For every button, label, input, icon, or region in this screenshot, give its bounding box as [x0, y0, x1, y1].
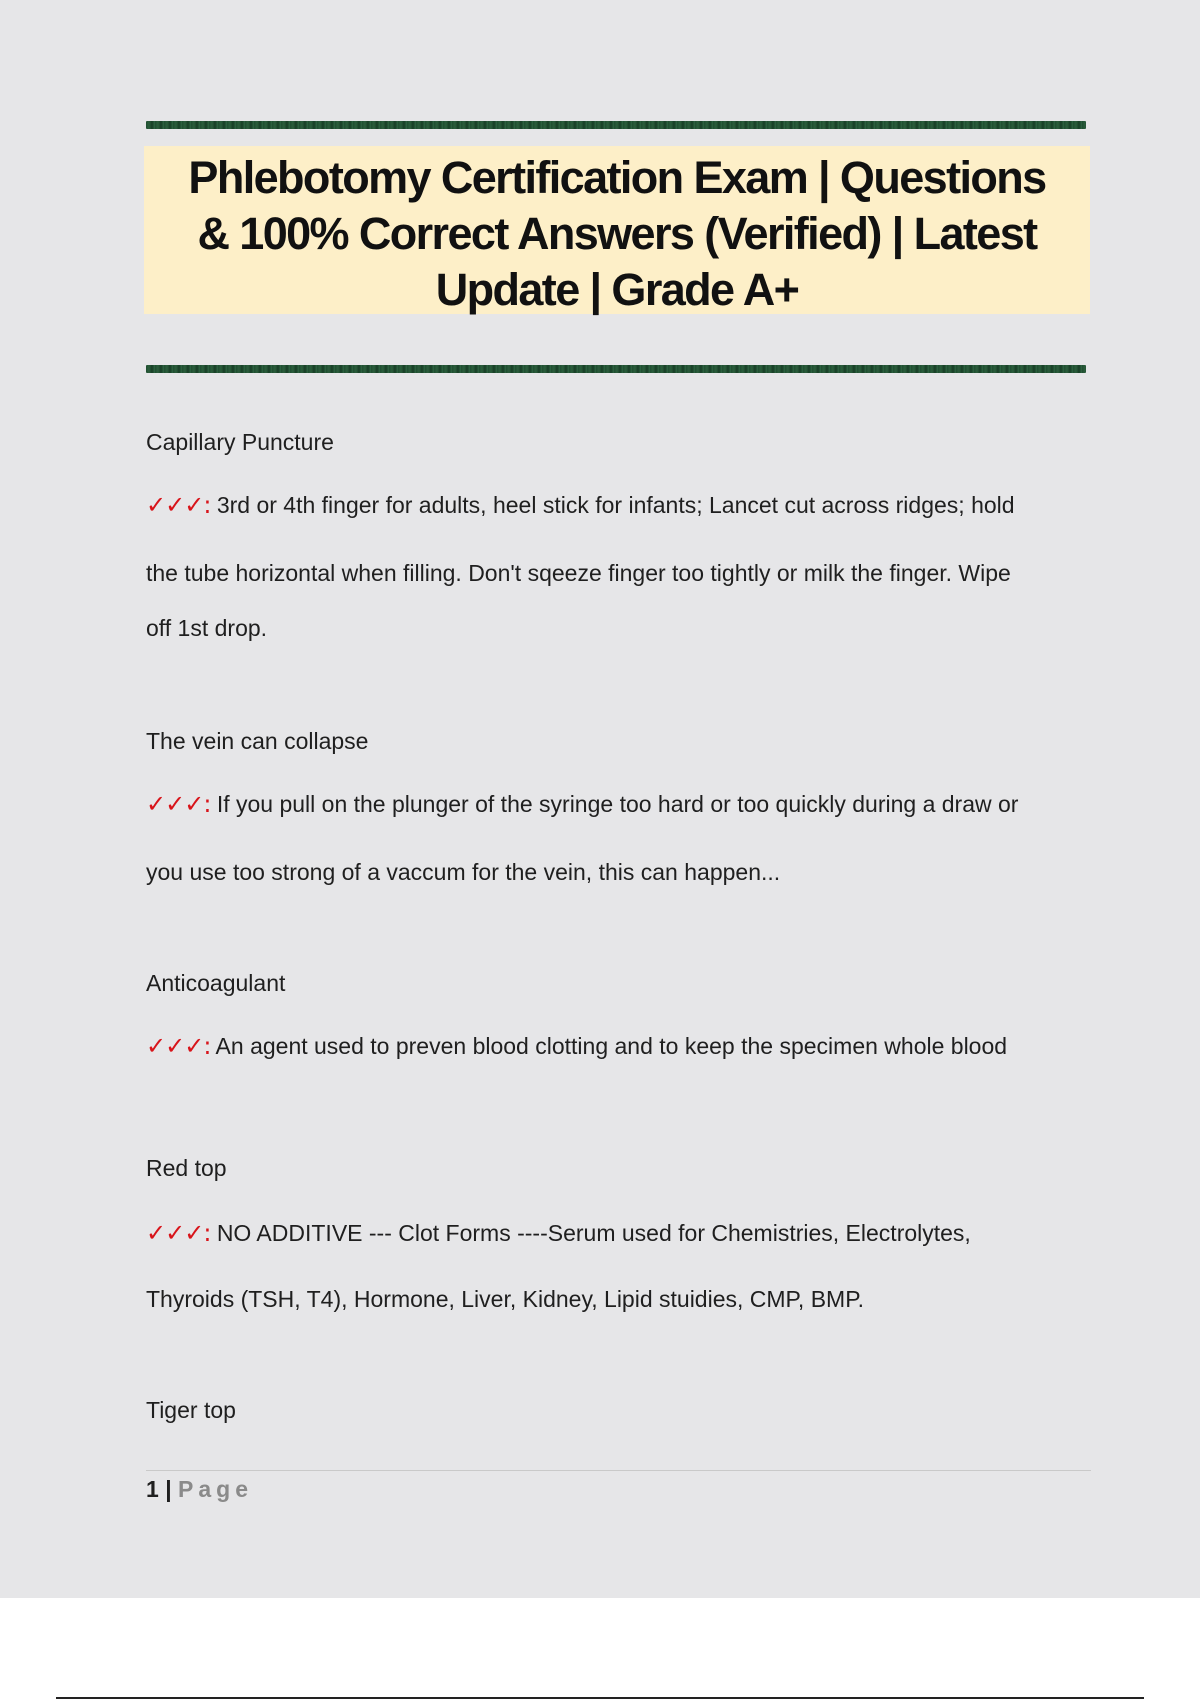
checkmark-icon: ✓✓✓: — [146, 491, 211, 519]
question-capillary-puncture: Capillary Puncture — [146, 429, 334, 455]
page-label: Page — [178, 1476, 253, 1502]
footer-divider — [146, 1470, 1091, 1471]
title-bottom-rule — [146, 365, 1086, 373]
title-line-2: & 100% Correct Answers (Verified) | Latest — [197, 208, 1037, 259]
checkmark-icon: ✓✓✓: — [146, 1032, 211, 1060]
question-tiger-top: Tiger top — [146, 1397, 236, 1423]
title-line-1: Phlebotomy Certification Exam | Questions — [188, 152, 1046, 203]
answer-text: If you pull on the plunger of the syringe too hard or too quickly during a draw or — [216, 791, 1019, 817]
answer-line — [146, 491, 1015, 519]
question-vein-collapse: The vein can collapse — [146, 728, 369, 754]
question-red-top: Red top — [146, 1155, 227, 1181]
page-separator: | — [165, 1476, 172, 1502]
checkmark-icon: ✓✓✓: — [146, 790, 211, 818]
question-anticoagulant: Anticoagulant — [146, 970, 286, 996]
answer-line — [146, 790, 1018, 818]
answer-line: Thyroids (TSH, T4), Hormone, Liver, Kidney, Lipid stuidies, CMP, BMP. — [146, 1286, 864, 1312]
answer-line — [146, 1032, 1007, 1060]
title-top-rule — [146, 121, 1086, 129]
checkmark-icon: ✓✓✓: — [146, 1219, 211, 1247]
answer-text: NO ADDITIVE --- Clot Forms ----Serum used for Chemistries, Electrolytes, — [216, 1220, 971, 1246]
answer-text: An agent used to preven blood clotting and to keep the specimen whole blood — [215, 1033, 1008, 1059]
bottom-border — [56, 1697, 1144, 1699]
document-title — [144, 146, 1090, 318]
answer-line — [146, 1219, 971, 1247]
answer-text: 3rd or 4th finger for adults, heel stick for infants; Lancet cut across ridges; hold — [216, 492, 1015, 518]
title-banner — [144, 146, 1090, 314]
title-line-3: Update | Grade A+ — [435, 264, 799, 315]
page-number: 1 — [146, 1476, 159, 1502]
answer-line: off 1st drop. — [146, 615, 268, 641]
answer-line: the tube horizontal when filling. Don't sqeeze finger too tightly or milk the finger. Wipe — [146, 560, 1011, 586]
page-footer — [146, 1476, 253, 1503]
answer-line: you use too strong of a vaccum for the vein, this can happen... — [146, 859, 781, 885]
